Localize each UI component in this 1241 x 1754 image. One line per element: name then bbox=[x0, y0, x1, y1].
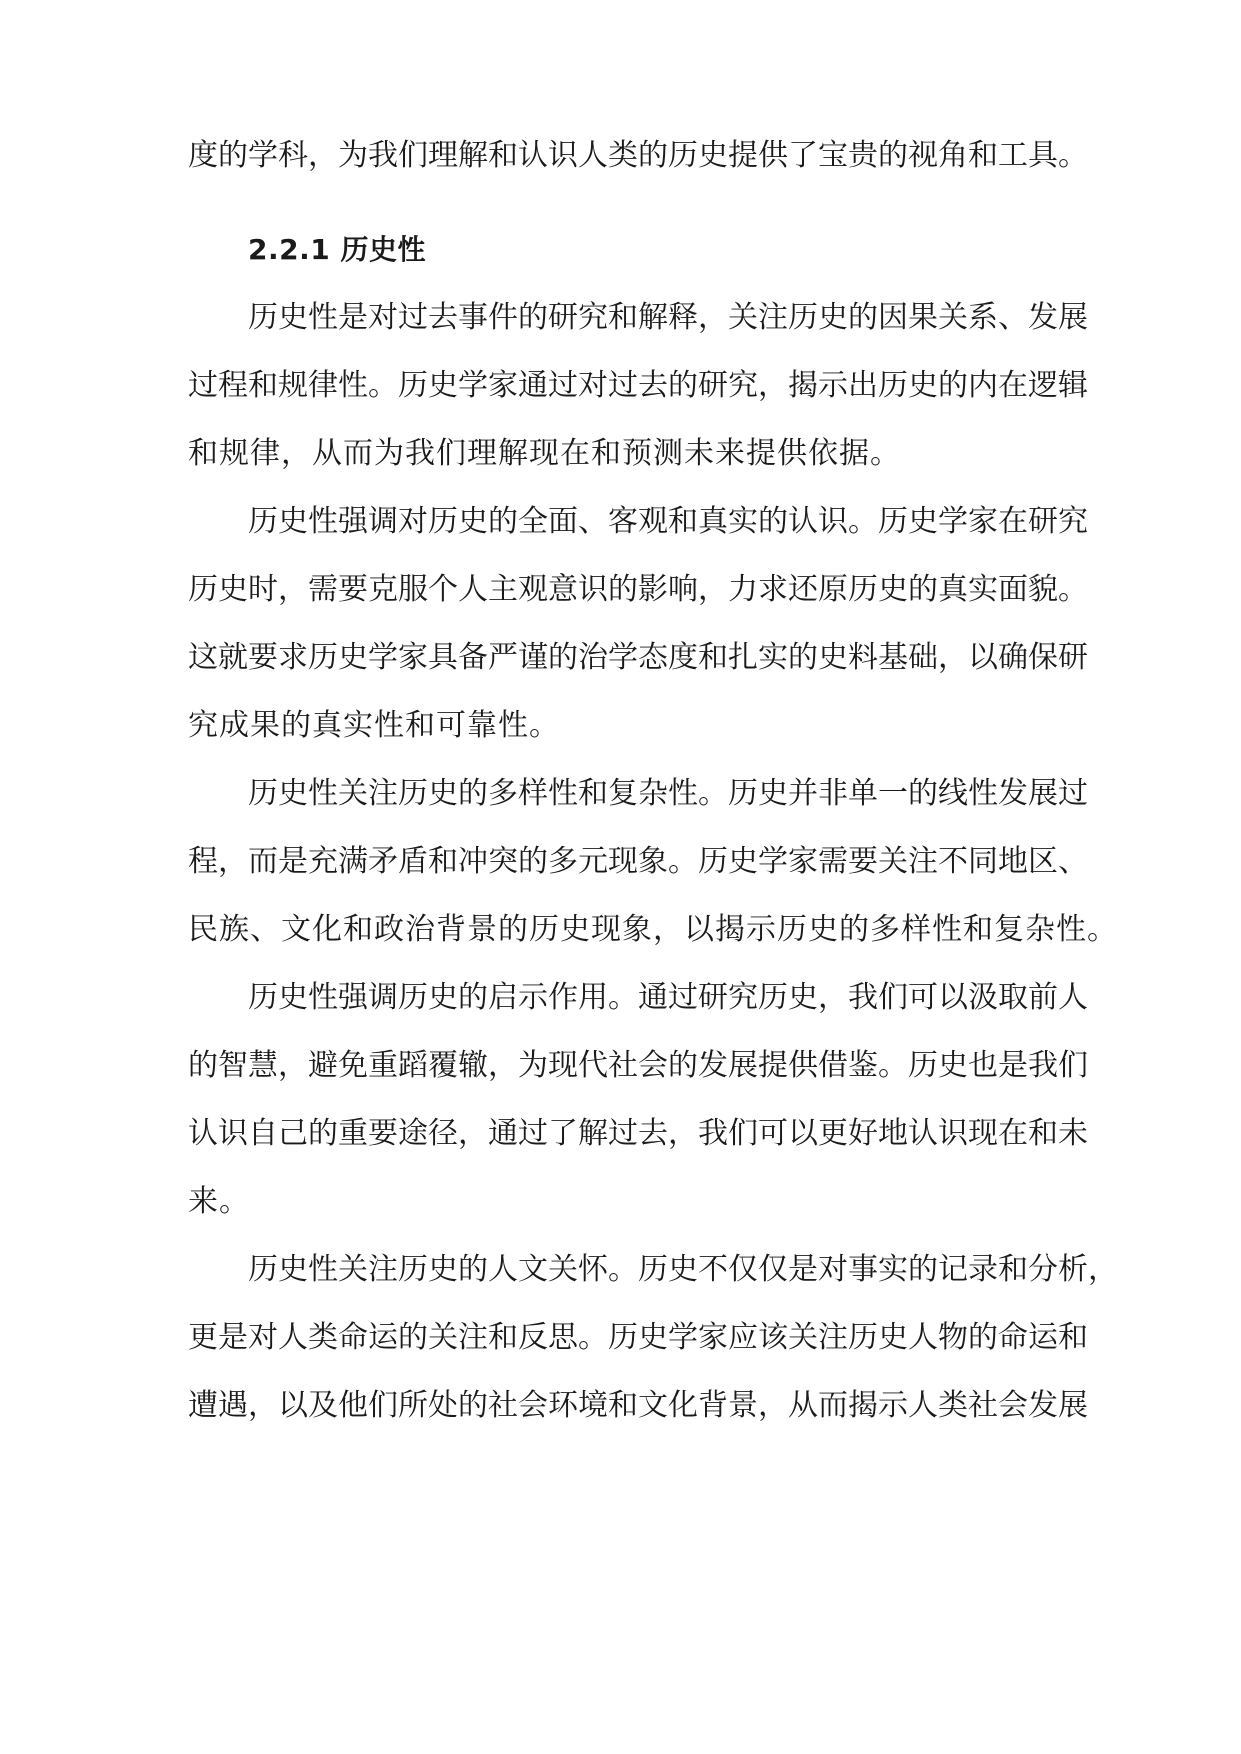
section-heading: 2.2.1 历史性 bbox=[248, 233, 426, 266]
paragraph-5-line-1: 历史性关注历史的人文关怀。历史不仅仅是对事实的记录和分析， bbox=[248, 1252, 1118, 1287]
paragraph-2-line-4: 究成果的真实性和可靠性。 bbox=[188, 708, 560, 743]
paragraph-4-line-1: 历史性强调历史的启示作用。通过研究历史，我们可以汲取前人 bbox=[248, 980, 1088, 1015]
paragraph-4-line-4: 来。 bbox=[188, 1184, 250, 1219]
paragraph-1-line-1: 历史性是对过去事件的研究和解释，关注历史的因果关系、发展 bbox=[248, 300, 1088, 335]
paragraph-3-line-3: 民族、文化和政治背景的历史现象，以揭示历史的多样性和复杂性。 bbox=[188, 912, 1118, 947]
intro-line: 度的学科，为我们理解和认识人类的历史提供了宝贵的视角和工具。 bbox=[188, 138, 1088, 173]
paragraph-5-line-3: 遭遇，以及他们所处的社会环境和文化背景，从而揭示人类社会发展 bbox=[188, 1388, 1088, 1423]
paragraph-3-line-1: 历史性关注历史的多样性和复杂性。历史并非单一的线性发展过 bbox=[248, 776, 1088, 811]
paragraph-1-line-2: 过程和规律性。历史学家通过对过去的研究，揭示出历史的内在逻辑 bbox=[188, 368, 1088, 403]
paragraph-4-line-2: 的智慧，避免重蹈覆辙，为现代社会的发展提供借鉴。历史也是我们 bbox=[188, 1048, 1088, 1083]
paragraph-2-line-3: 这就要求历史学家具备严谨的治学态度和扎实的史料基础，以确保研 bbox=[188, 640, 1088, 675]
paragraph-4-line-3: 认识自己的重要途径，通过了解过去，我们可以更好地认识现在和未 bbox=[188, 1116, 1088, 1151]
paragraph-2-line-2: 历史时，需要克服个人主观意识的影响，力求还原历史的真实面貌。 bbox=[188, 572, 1088, 607]
paragraph-3-line-2: 程，而是充满矛盾和冲突的多元现象。历史学家需要关注不同地区、 bbox=[188, 844, 1088, 879]
paragraph-1-line-3: 和规律，从而为我们理解现在和预测未来提供依据。 bbox=[188, 436, 901, 471]
paragraph-5-line-2: 更是对人类命运的关注和反思。历史学家应该关注历史人物的命运和 bbox=[188, 1320, 1088, 1355]
paragraph-2-line-1: 历史性强调对历史的全面、客观和真实的认识。历史学家在研究 bbox=[248, 504, 1088, 539]
